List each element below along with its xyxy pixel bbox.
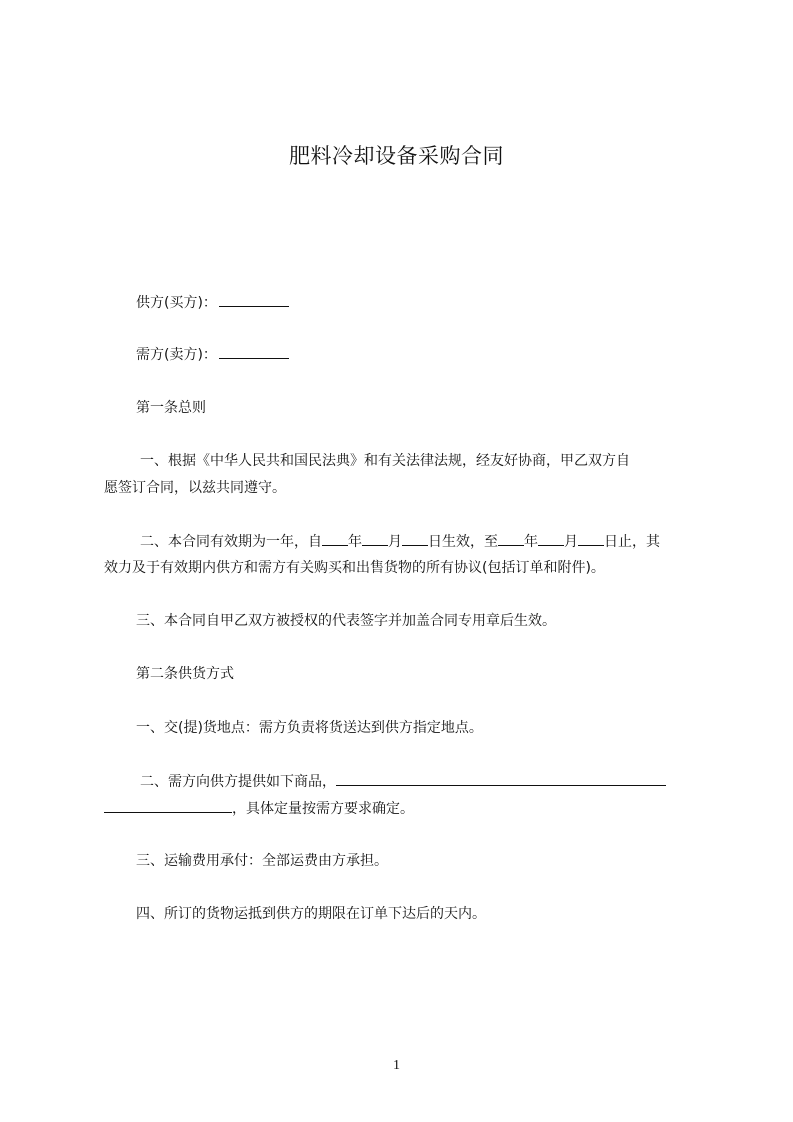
a2-clause1: 一、交(提)货地点：需方负责将货送达到供方指定地点。 xyxy=(136,720,483,736)
start-month-label: 月 xyxy=(388,534,402,550)
page-number: 1 xyxy=(393,1058,400,1073)
a1-clause3: 三、本合同自甲乙双方被授权的代表签字并加盖合同专用章后生效。 xyxy=(136,613,556,629)
a2-clause2-line2 xyxy=(104,798,414,819)
goods-blank-2 xyxy=(104,798,232,813)
buyer-label: 需方(卖方)： xyxy=(136,347,217,363)
buyer-line xyxy=(136,344,289,365)
article2-heading: 第二条供货方式 xyxy=(136,666,234,682)
end-year-label: 年 xyxy=(524,534,538,550)
a2-clause2-line1 xyxy=(140,771,666,792)
end-month-label: 月 xyxy=(564,534,578,550)
article1-heading: 第一条总则 xyxy=(136,400,206,416)
end-day-label: 日止，其 xyxy=(604,534,660,550)
start-year-blank xyxy=(322,531,348,546)
supplier-blank xyxy=(219,292,289,307)
end-day-blank xyxy=(578,531,604,546)
start-day-label: 日生效，至 xyxy=(428,534,498,550)
a2-clause2-prefix: 二、需方向供方提供如下商品， xyxy=(140,774,336,790)
buyer-blank xyxy=(219,344,289,359)
goods-blank-1 xyxy=(336,771,666,786)
start-day-blank xyxy=(402,531,428,546)
a1-clause1-line1: 一、根据《中华人民共和国民法典》和有关法律法规，经友好协商，甲乙双方自 xyxy=(140,453,630,469)
end-month-blank xyxy=(538,531,564,546)
start-year-label: 年 xyxy=(348,534,362,550)
supplier-label: 供方(买方)： xyxy=(136,295,217,311)
start-month-blank xyxy=(362,531,388,546)
a2-clause4: 四、所订的货物运抵到供方的期限在订单下达后的天内。 xyxy=(136,906,486,922)
end-year-blank xyxy=(498,531,524,546)
a1-clause2-line1 xyxy=(140,531,660,552)
a1-clause2-prefix: 二、本合同有效期为一年，自 xyxy=(140,534,322,550)
document-title: 肥料冷却设备采购合同 xyxy=(289,144,504,168)
a1-clause1-line2: 愿签订合同，以兹共同遵守。 xyxy=(104,480,286,496)
supplier-line xyxy=(136,292,289,313)
a1-clause2-line2: 效力及于有效期内供方和需方有关购买和出售货物的所有协议(包括订单和附件)。 xyxy=(104,560,605,576)
a2-clause2-suffix: ，具体定量按需方要求确定。 xyxy=(232,801,414,817)
a2-clause3: 三、运输费用承付：全部运费由方承担。 xyxy=(136,853,388,869)
